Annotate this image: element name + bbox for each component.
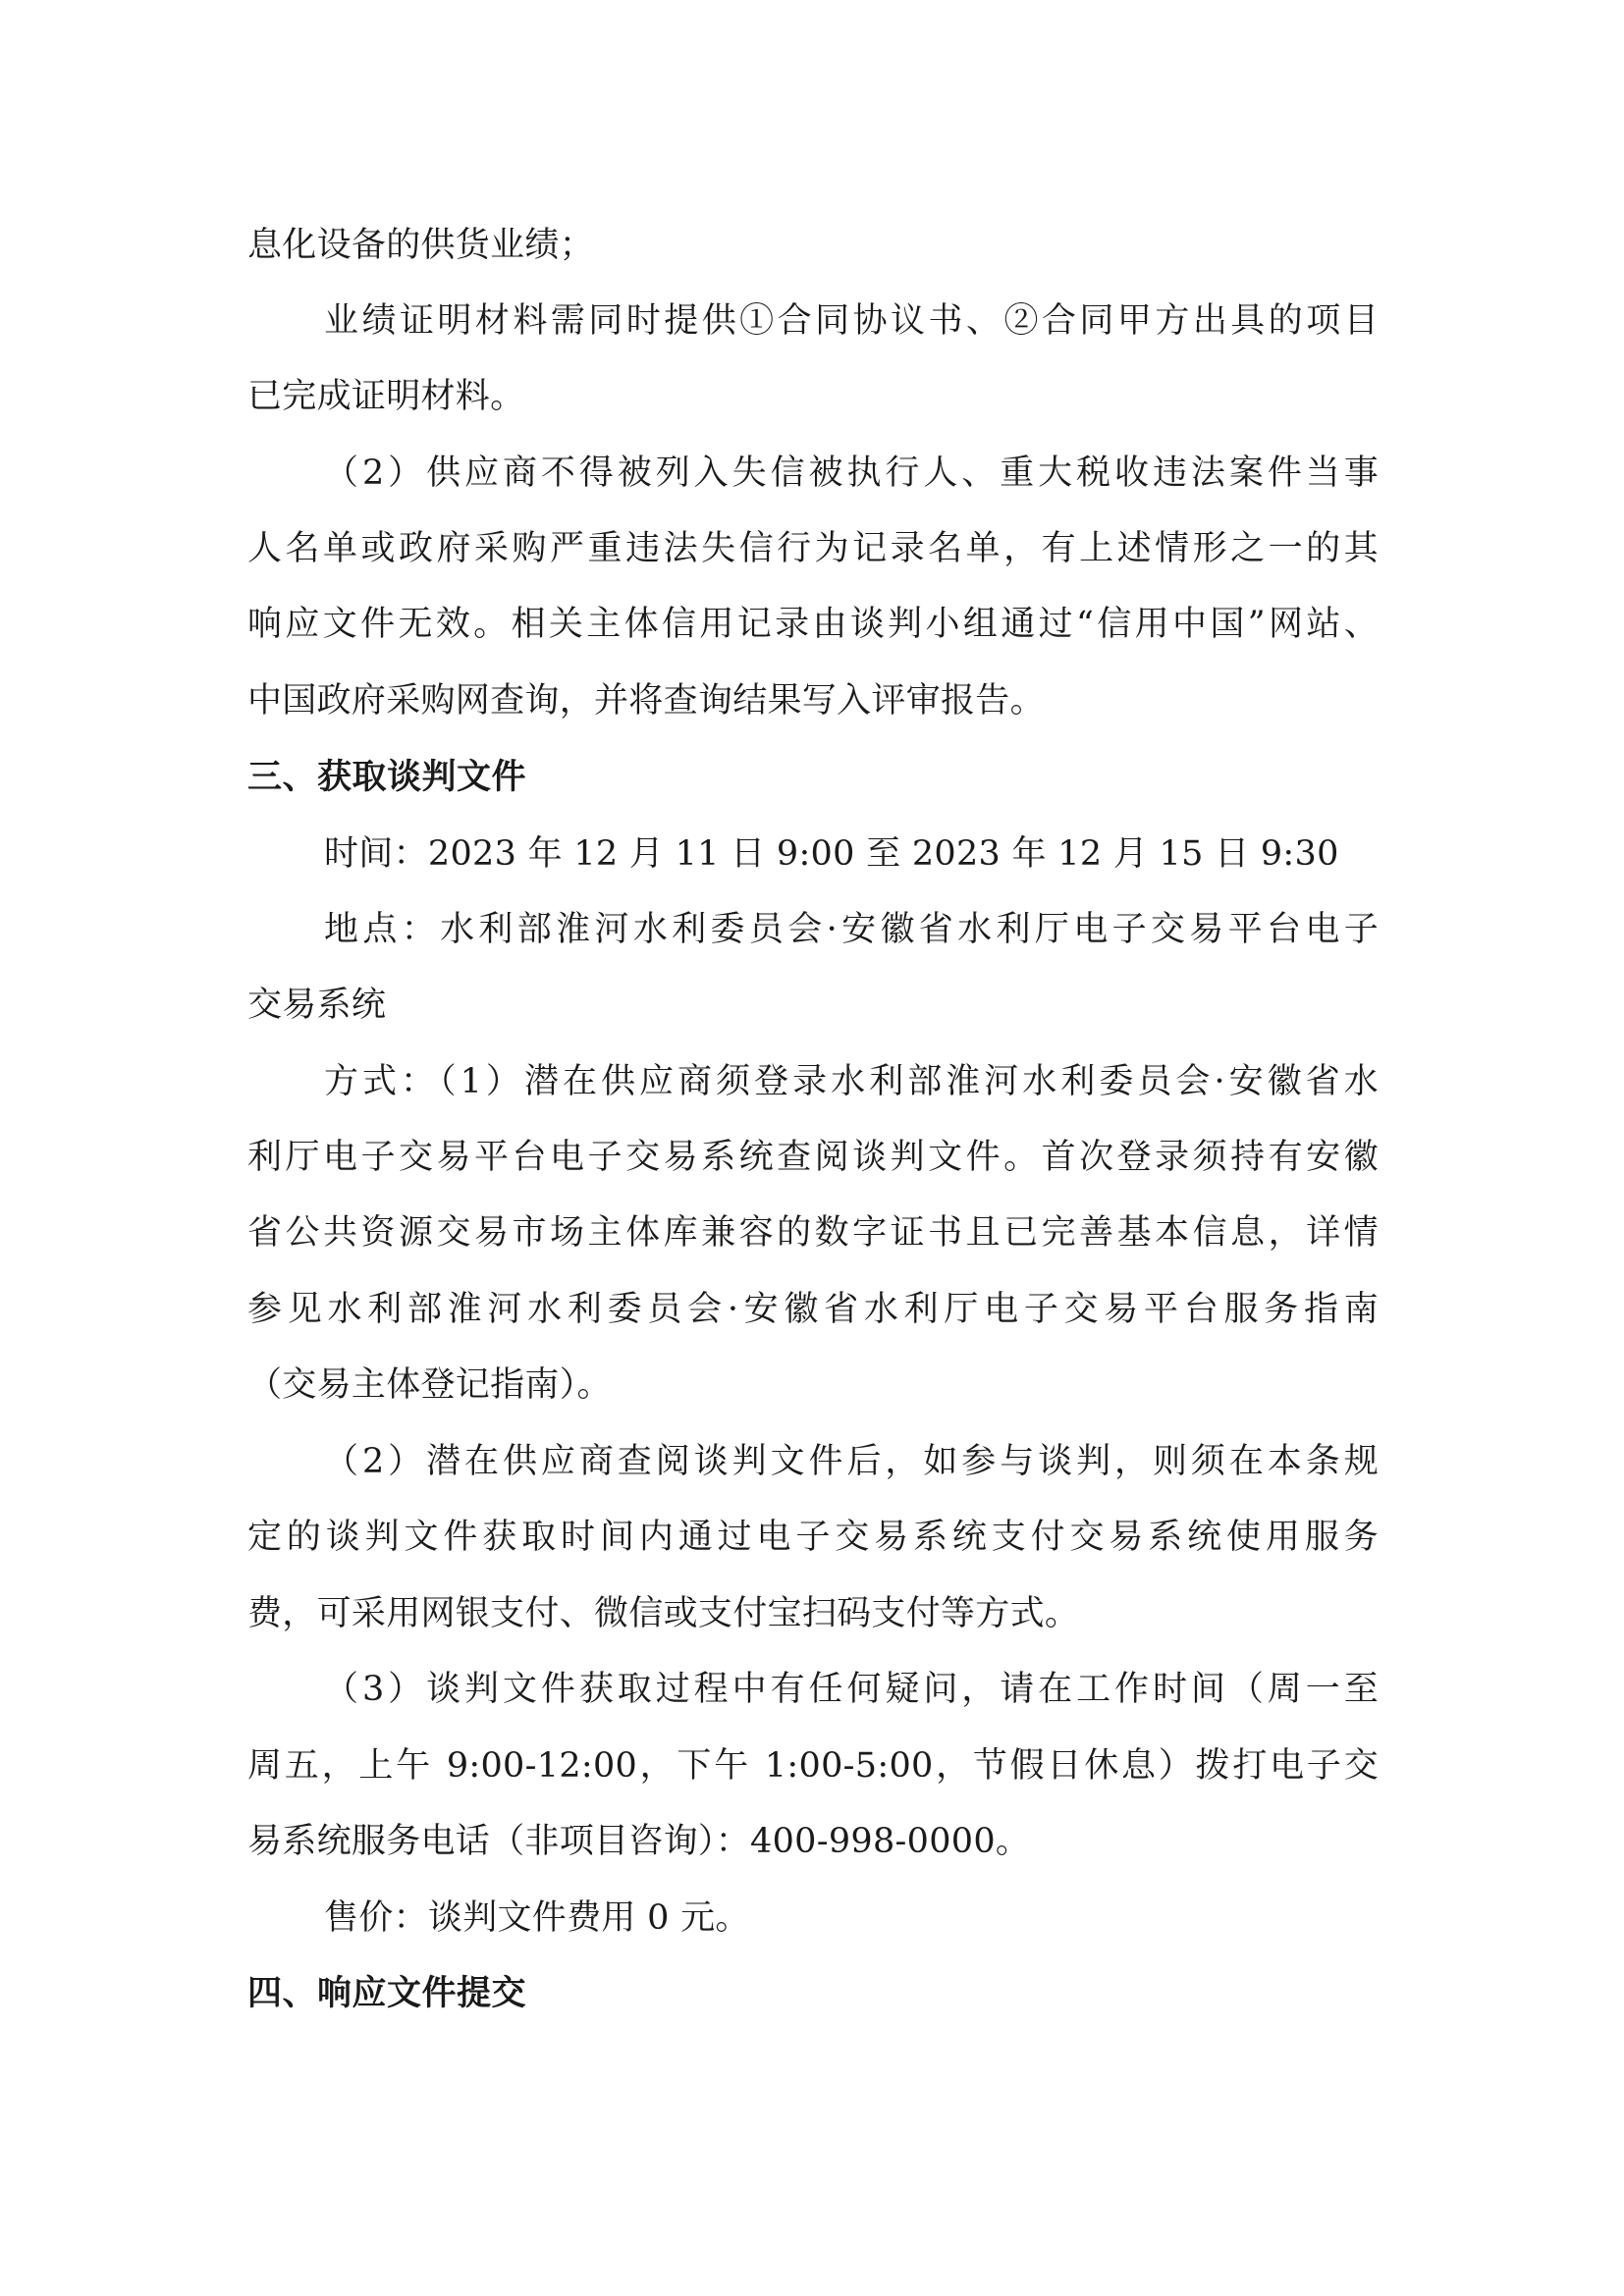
text-line: 交易系统	[247, 986, 387, 1025]
text-line: （2）潜在供应商查阅谈判文件后，如参与谈判，则须在本条规	[324, 1442, 1379, 1481]
text-line: 息化设备的供货业绩；	[247, 226, 595, 265]
section-heading: 三、获取谈判文件	[247, 758, 527, 797]
text-line: 省公共资源交易市场主体库兼容的数字证书且已完善基本信息，详情	[247, 1213, 1379, 1253]
text-line: 时间：2023 年 12 月 11 日 9:00 至 2023 年 12 月 15 日 9:30	[324, 834, 1339, 874]
text-line: 响应文件无效。相关主体信用记录由谈判小组通过“信用中国”网站、	[247, 605, 1379, 644]
section-heading: 四、响应文件提交	[247, 1974, 527, 2013]
text-line: 周五，上午 9:00-12:00，下午 1:00-5:00，节假日休息）拨打电子交	[247, 1746, 1379, 1786]
text-line: 地点：水利部淮河水利委员会·安徽省水利厅电子交易平台电子	[324, 910, 1379, 949]
text-line: 易系统服务电话（非项目咨询）：400-998-0000。	[247, 1822, 1031, 1861]
text-line: （2）供应商不得被列入失信被执行人、重大税收违法案件当事	[324, 454, 1379, 493]
text-line: 已完成证明材料。	[247, 377, 525, 416]
text-line: 人名单或政府采购严重违法失信行为记录名单，有上述情形之一的其	[247, 529, 1379, 568]
text-line: 中国政府采购网查询，并将查询结果写入评审报告。	[247, 681, 1045, 721]
text-line: 利厅电子交易平台电子交易系统查阅谈判文件。首次登录须持有安徽	[247, 1138, 1379, 1177]
text-line: 定的谈判文件获取时间内通过电子交易系统支付交易系统使用服务	[247, 1518, 1379, 1557]
text-line: 参见水利部淮河水利委员会·安徽省水利厅电子交易平台服务指南	[247, 1290, 1379, 1329]
text-line: 费，可采用网银支付、微信或支付宝扫码支付等方式。	[247, 1594, 1080, 1633]
text-line: 业绩证明材料需同时提供①合同协议书、②合同甲方出具的项目	[324, 301, 1379, 341]
text-line: 售价：谈判文件费用 0 元。	[324, 1898, 750, 1938]
text-line: （交易主体登记指南）。	[247, 1365, 612, 1405]
text-line: （3）谈判文件获取过程中有任何疑问，请在工作时间（周一至	[324, 1670, 1379, 1709]
text-line: 方式：（1）潜在供应商须登录水利部淮河水利委员会·安徽省水	[324, 1062, 1379, 1101]
